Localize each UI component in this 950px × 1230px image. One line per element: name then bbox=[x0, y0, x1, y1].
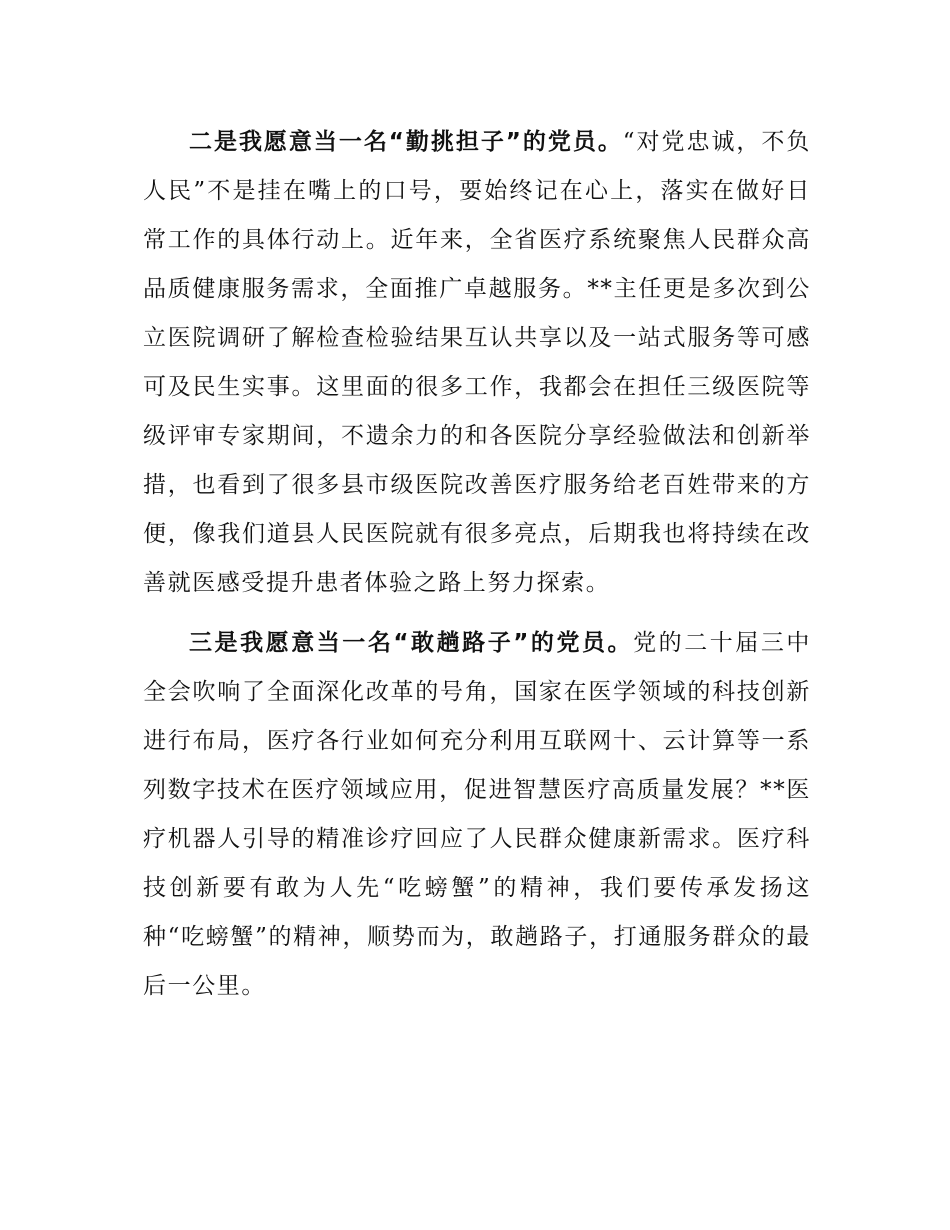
paragraph-text: 党的二十届三中全会吹响了全面深化改革的号角，国家在医学领域的科技创新进行布局，医疗各行业如何充分利用互联网十、云计算等一系列数字技术在医疗领域应用，促进智慧医疗高质量发展？**医疗机器人引导的精准诊疗回应了人民群众健康新需求。医疗科技创新要有敢为人先“吃螃蟹”的精神，我们要传承发扬这种“吃螃蟹”的精神，顺势而为，敢趟路子，打通服务群众的最后一公里。 bbox=[143, 630, 811, 999]
paragraph-lead: 二是我愿意当一名“勤挑担子”的党员。 bbox=[189, 129, 623, 155]
paragraph-text: “对党忠诚，不负人民”不是挂在嘴上的口号，要始终记在心上，落实在做好日常工作的具体行动上。近年来，全省医疗系统聚焦人民群众高品质健康服务需求，全面推广卓越服务。**主任更是多次到公立医院调研了解检查检验结果互认共享以及一站式服务等可感可及民生实事。这里面的很多工作，我都会在担任三级医院等级评审专家期间，不遗余力的和各医院分享经验做法和创新举措，也看到了很多县市级医院改善医疗服务给老百姓带来的方便，像我们道县人民医院就有很多亮点，后期我也将持续在改善就医感受提升患者体验之路上努力探索。 bbox=[143, 129, 811, 596]
paragraph-3 bbox=[143, 619, 811, 1011]
document-body bbox=[143, 118, 811, 1011]
paragraph-2 bbox=[143, 118, 811, 608]
paragraph-lead: 三是我愿意当一名“敢趟路子”的党员。 bbox=[189, 630, 634, 656]
